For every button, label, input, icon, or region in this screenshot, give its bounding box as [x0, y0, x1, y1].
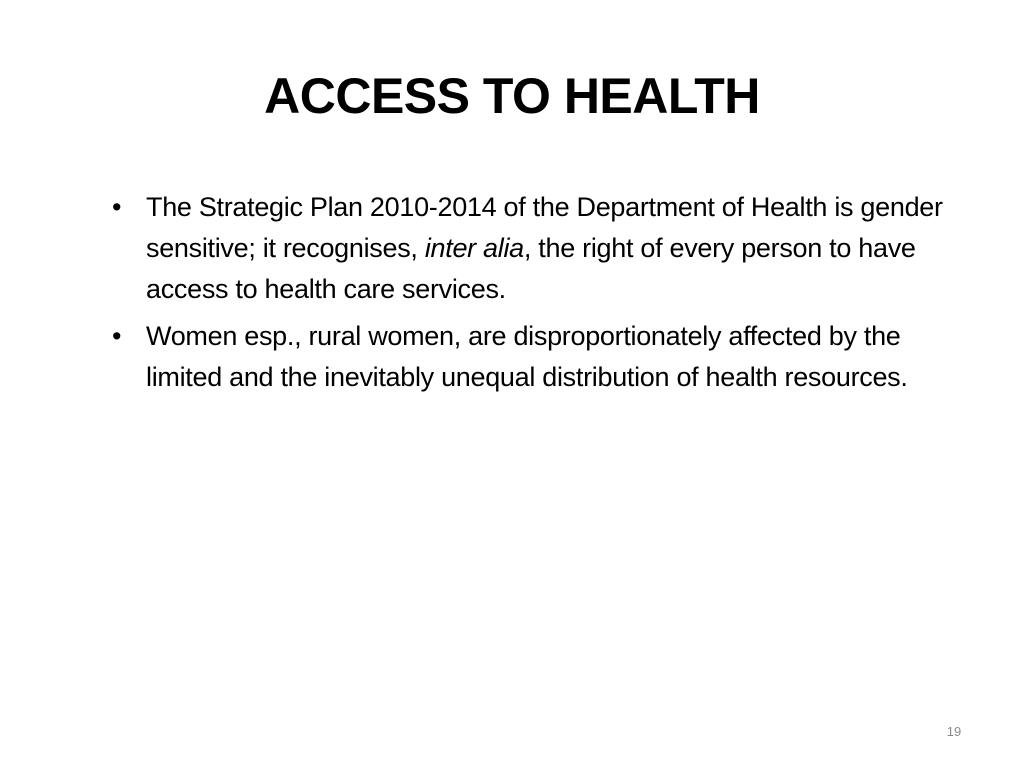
bullet-marker: •	[112, 321, 122, 351]
bullet-text-italic: inter alia	[424, 233, 524, 263]
slide-title: ACCESS TO HEALTH	[264, 68, 760, 124]
bullet-text-start: Women esp., rural women, are disproportionately affected by the limited and the inevitably unequal distribution of health resources.	[146, 321, 908, 392]
page-number: 19	[946, 724, 962, 739]
bullet-text-start: The Strategic Plan 2010-2014 of the Department of Health is gender sensitive; it recognises,	[146, 192, 943, 263]
bullet-list	[110, 187, 970, 404]
bullet-text-end: , the right of every person to have access to health care services.	[146, 233, 916, 304]
bullet-item	[110, 316, 970, 398]
bullet-item	[110, 187, 970, 310]
bullet-marker: •	[112, 192, 122, 222]
